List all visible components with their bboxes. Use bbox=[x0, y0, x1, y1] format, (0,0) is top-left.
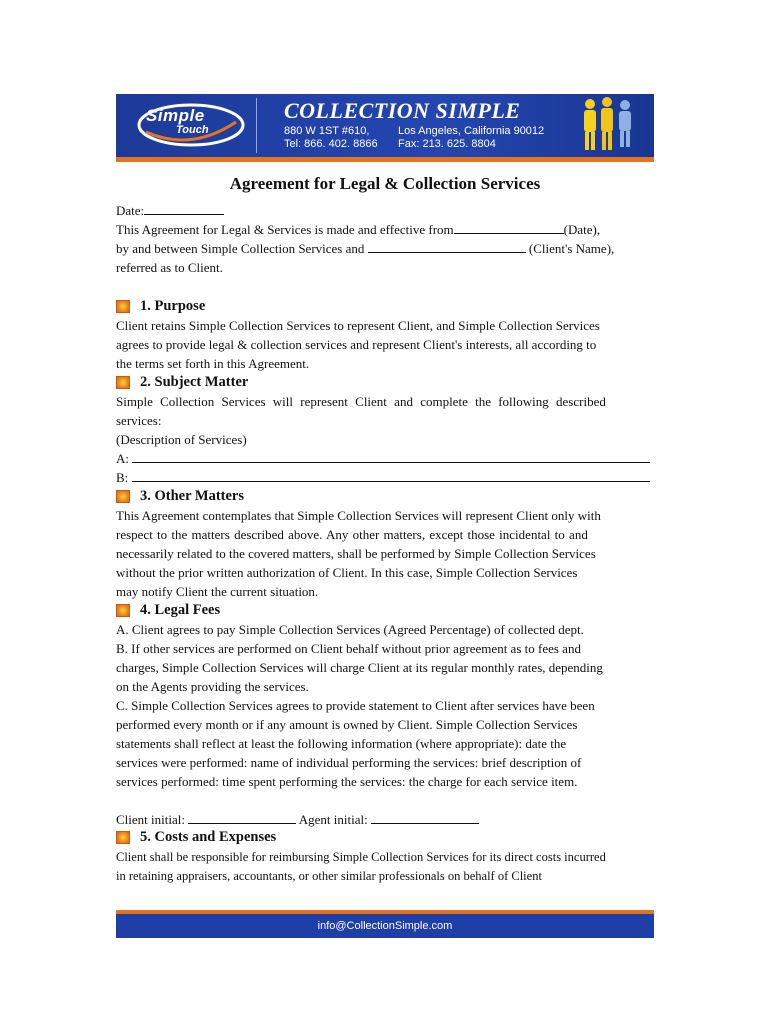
other-line: respect to the matters described above. Any other matters, except those incidental to and bbox=[116, 527, 588, 542]
other-line: without the prior written authorization of Client. In this case, Simple Collection Services bbox=[116, 565, 578, 580]
section-heading-text: 2. Subject Matter bbox=[140, 374, 249, 390]
costs-text bbox=[116, 848, 656, 886]
fees-line: B. If other services are performed on Client behalf without prior agreement as to fees and bbox=[116, 641, 581, 656]
purpose-line: the terms set forth in this Agreement. bbox=[116, 356, 310, 371]
service-a-field[interactable] bbox=[132, 450, 650, 463]
fees-line: A. Client agrees to pay Simple Collection Services (Agreed Percentage) of collected dept. bbox=[116, 622, 584, 637]
service-b-label: B: bbox=[116, 470, 129, 485]
section-other-heading bbox=[116, 488, 244, 505]
other-line: necessarily related to the covered matters, shall be performed by Simple Collection Services bbox=[116, 546, 596, 561]
costs-line: Client shall be responsible for reimbursing Simple Collection Services for its direct costs incurred bbox=[116, 850, 606, 864]
purpose-text bbox=[116, 316, 656, 373]
fees-line: statements shall reflect at least the following information (where appropriate): date the bbox=[116, 736, 567, 751]
date-label: Date: bbox=[116, 203, 145, 218]
fees-line: services performed: time spent performing the services: the charge for each service item. bbox=[116, 774, 578, 789]
people-graphic bbox=[574, 96, 640, 152]
section-fees-heading bbox=[116, 602, 220, 619]
section-heading-text: 1. Purpose bbox=[140, 298, 206, 314]
service-b-field[interactable] bbox=[132, 469, 650, 482]
phone-number: Tel: 866. 402. 8866 bbox=[284, 138, 378, 150]
date-field[interactable] bbox=[144, 202, 224, 215]
fees-line: C. Simple Collection Services agrees to provide statement to Client after services have been bbox=[116, 698, 595, 713]
other-line: may notify Client the current situation. bbox=[116, 584, 319, 599]
agent-initial-field[interactable] bbox=[371, 811, 479, 824]
brand-name: COLLECTION SIMPLE bbox=[284, 98, 521, 123]
intro-line2-suffix: (Client's Name), bbox=[528, 241, 615, 256]
subject-line: Simple Collection Services will represent Client and complete the following described bbox=[116, 394, 606, 409]
fees-line: services were performed: name of individual performing the services: brief description of bbox=[116, 755, 582, 770]
intro-line1: This Agreement for Legal & Services is made and effective from bbox=[116, 222, 454, 237]
section-purpose-heading bbox=[116, 298, 205, 315]
fees-text bbox=[116, 620, 656, 829]
section-subject-heading bbox=[116, 374, 248, 391]
section-heading-text: 5. Costs and Expenses bbox=[140, 829, 277, 845]
client-initial-label: Client initial: bbox=[116, 812, 185, 827]
banner-divider bbox=[256, 98, 257, 153]
purpose-line: agrees to provide legal & collection services and represent Client's interests, all according to bbox=[116, 337, 597, 352]
document-title: Agreement for Legal & Collection Services bbox=[229, 174, 541, 193]
agent-initial-label: Agent initial: bbox=[298, 812, 368, 827]
other-line: This Agreement contemplates that Simple Collection Services will represent Client only with bbox=[116, 508, 601, 523]
logo-word: Simple bbox=[146, 106, 205, 125]
section-costs-heading bbox=[116, 829, 276, 846]
fees-line: charges, Simple Collection Services will charge Client at its regular monthly rates, depending bbox=[116, 660, 603, 675]
intro-line1-suffix: (Date), bbox=[563, 222, 601, 237]
costs-line: in retaining appraisers, accountants, or other similar professionals on behalf of Client bbox=[116, 869, 542, 883]
subject-line: (Description of Services) bbox=[116, 432, 247, 447]
section-heading-text: 4. Legal Fees bbox=[140, 602, 221, 618]
footer-email[interactable]: info@CollectionSimple.com bbox=[116, 910, 654, 938]
other-text bbox=[116, 506, 656, 601]
address-city: Los Angeles, California 90012 bbox=[398, 125, 545, 137]
client-initial-field[interactable] bbox=[188, 811, 296, 824]
intro-line2: by and between Simple Collection Services and bbox=[116, 241, 365, 256]
bullet-icon bbox=[116, 604, 130, 617]
service-a-label: A: bbox=[116, 451, 129, 466]
bullet-icon bbox=[116, 300, 130, 313]
bullet-icon bbox=[116, 831, 130, 844]
fees-line: performed every month or if any amount is owned by Client. Simple Collection Services bbox=[116, 717, 578, 732]
purpose-line: Client retains Simple Collection Services to represent Client, and Simple Collection Services bbox=[116, 318, 600, 333]
intro-line3: referred as to Client. bbox=[116, 260, 223, 275]
client-name-field[interactable] bbox=[368, 240, 526, 253]
effective-date-field[interactable] bbox=[454, 221, 564, 234]
intro-block bbox=[116, 201, 656, 277]
subject-line: services: bbox=[116, 413, 162, 428]
bullet-icon bbox=[116, 490, 130, 503]
fees-line: on the Agents providing the services. bbox=[116, 679, 309, 694]
header-banner bbox=[116, 94, 654, 162]
bullet-icon bbox=[116, 376, 130, 389]
logo-sub: Touch bbox=[176, 124, 209, 136]
address-line: 880 W 1ST #610, bbox=[284, 125, 370, 137]
fax-number: Fax: 213. 625. 8804 bbox=[398, 138, 496, 150]
section-heading-text: 3. Other Matters bbox=[140, 488, 245, 504]
subject-text bbox=[116, 392, 656, 487]
